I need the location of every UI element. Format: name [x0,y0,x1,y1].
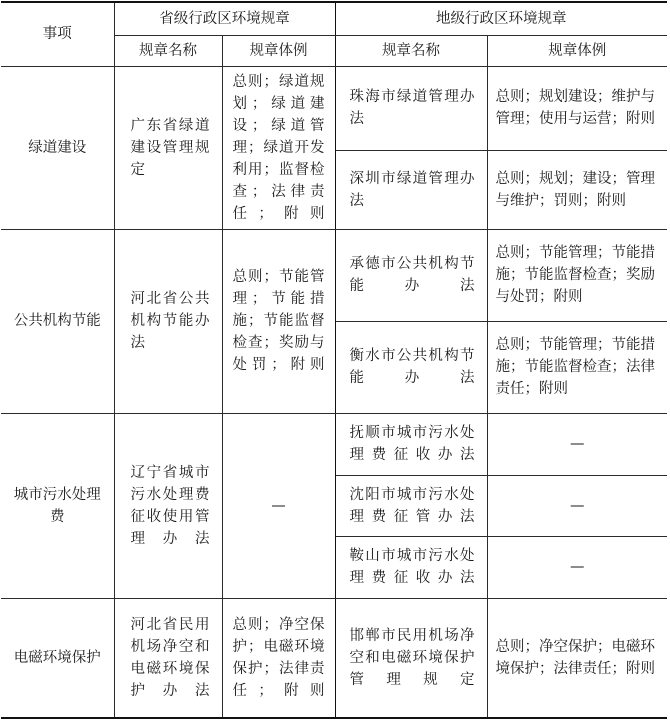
table-row [1,413,667,475]
row-item: 公共机构节能 [1,229,114,413]
header-city-style: 规章体例 [487,35,667,66]
header-item: 事项 [1,2,114,66]
regulation-table [1,1,667,719]
city-regulation-name: 衡水市公共机构节能办法 [335,321,487,413]
header-city-group: 地级行政区环境规章 [335,2,667,35]
header-prov-style: 规章体例 [222,35,335,66]
row-item: 绿道建设 [1,66,114,229]
prov-regulation-style: 总则；绿道规划；绿道建设；绿道管理；绿道开发利用；监督检查；法律责任；附则 [222,66,335,229]
header-province-group: 省级行政区环境规章 [114,2,335,35]
city-regulation-style: — [487,413,667,475]
prov-regulation-style: 总则；节能管理；节能措施；节能监督检查；奖励与处罚；附则 [222,229,335,413]
table-row [1,598,667,718]
city-regulation-style: — [487,536,667,598]
header-prov-name: 规章名称 [114,35,222,66]
city-regulation-name: 承德市公共机构节能办法 [335,229,487,321]
header-row-top [1,2,667,35]
table-row [1,229,667,321]
city-regulation-name: 鞍山市城市污水处理费征收办法 [335,536,487,598]
prov-regulation-name: 河北省公共机构节能办法 [114,229,222,413]
city-regulation-style: 总则；规划；建设；管理与维护；罚则；附则 [487,150,667,229]
prov-regulation-name: 辽宁省城市污水处理费征收使用管理办法 [114,413,222,598]
city-regulation-name: 珠海市绿道管理办法 [335,66,487,150]
city-regulation-name: 邯郸市民用机场净空和电磁环境保护管理规定 [335,598,487,718]
city-regulation-name: 沈阳市城市污水处理费征管办法 [335,475,487,536]
city-regulation-name: 抚顺市城市污水处理费征收办法 [335,413,487,475]
city-regulation-style: 总则；节能管理；节能措施；节能监督检查；法律责任；附则 [487,321,667,413]
prov-regulation-style: — [222,413,335,598]
table-row [1,66,667,150]
prov-regulation-style: 总则；净空保护；电磁环境保护；法律责任；附则 [222,598,335,718]
prov-regulation-name: 广东省绿道建设管理规定 [114,66,222,229]
city-regulation-style: 总则；规划建设；维护与管理；使用与运营；附则 [487,66,667,150]
city-regulation-style: — [487,475,667,536]
prov-regulation-name: 河北省民用机场净空和电磁环境保护办法 [114,598,222,718]
row-item: 电磁环境保护 [1,598,114,718]
city-regulation-name: 深圳市绿道管理办法 [335,150,487,229]
row-item: 城市污水处理费 [1,413,114,598]
city-regulation-style: 总则；净空保护；电磁环境保护；法律责任；附则 [487,598,667,718]
city-regulation-style: 总则；节能管理；节能措施；节能监督检查；奖励与处罚；附则 [487,229,667,321]
header-city-name: 规章名称 [335,35,487,66]
